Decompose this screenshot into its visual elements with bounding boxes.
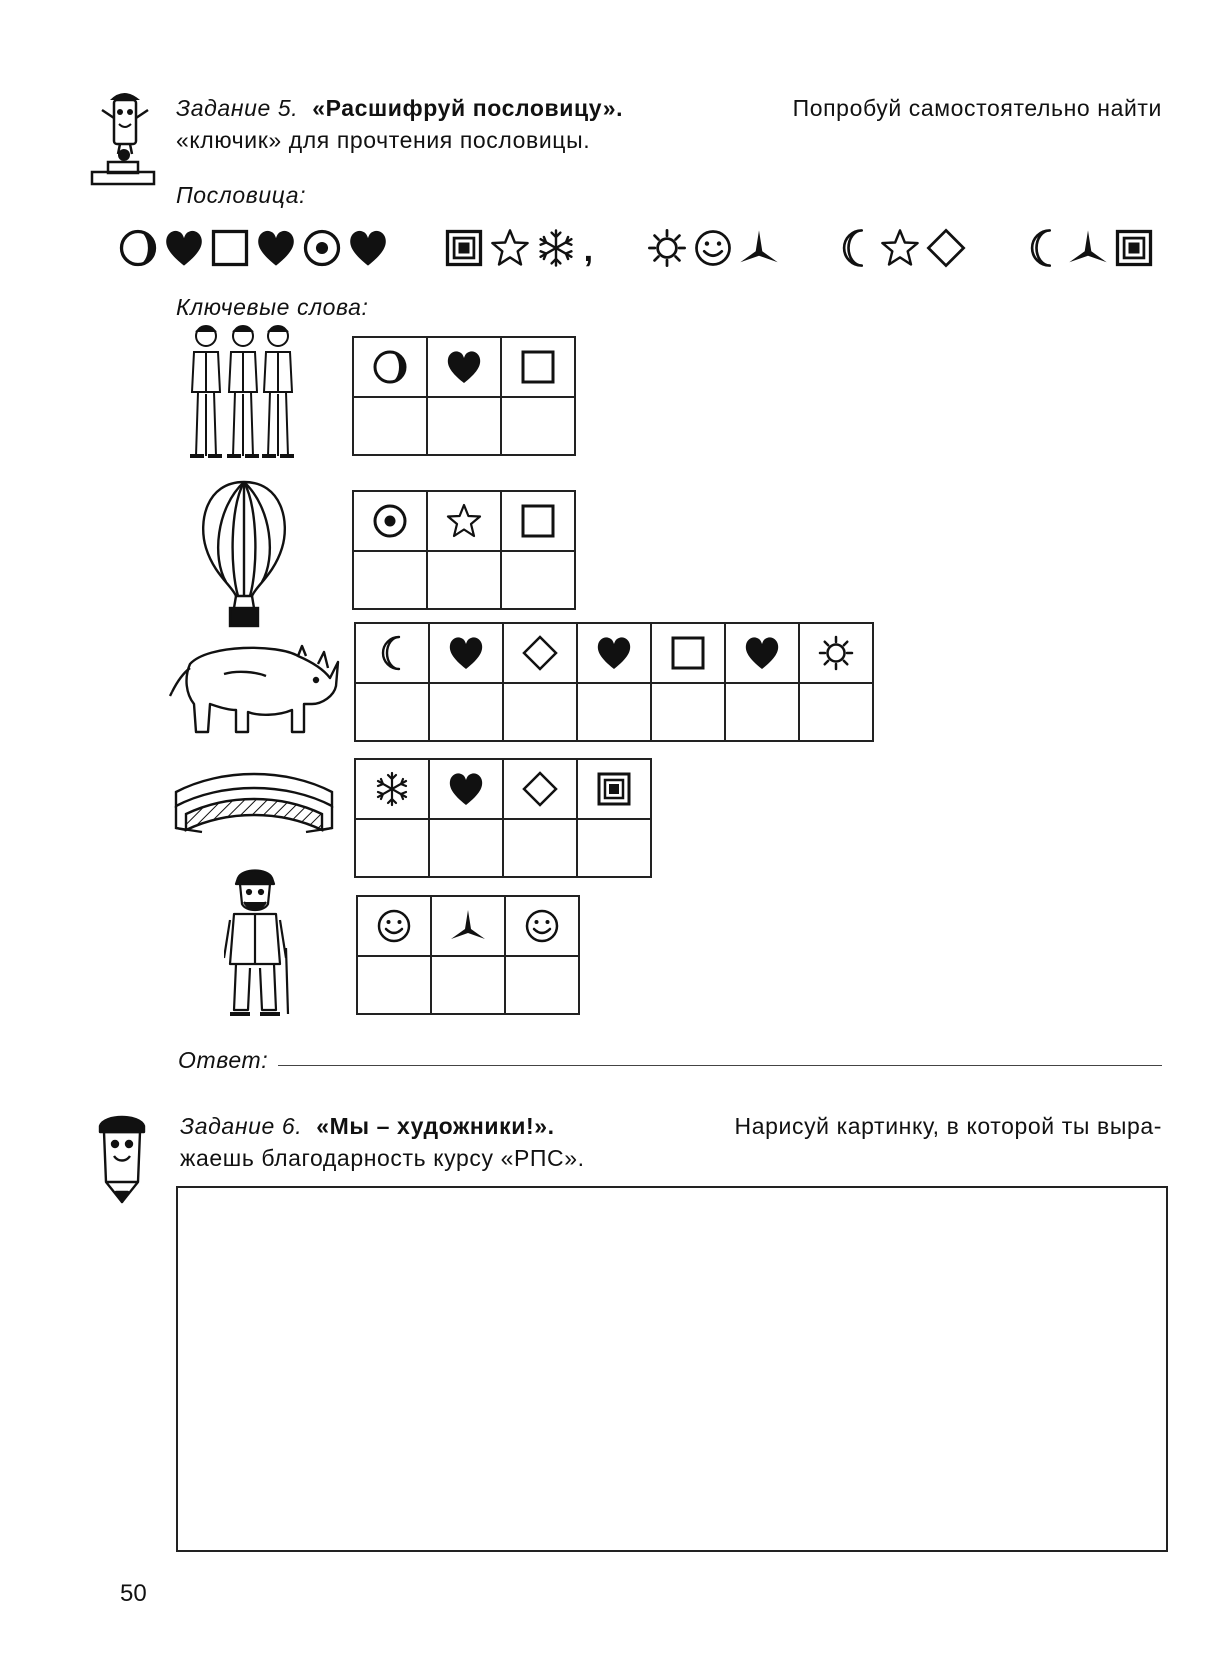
smiley-icon: [691, 226, 735, 270]
tri-spike-icon: [737, 226, 781, 270]
key-word-grid-3: [354, 622, 874, 742]
square-icon: [208, 226, 252, 270]
framed-square-icon: [442, 226, 486, 270]
bridge-picture: [172, 770, 336, 850]
grid-letter-cell[interactable]: [353, 397, 427, 455]
crescent-icon: [372, 633, 412, 673]
grid-symbol-cell: [503, 623, 577, 683]
key-word-grid-5: [356, 895, 580, 1015]
sun-icon: [816, 633, 856, 673]
grid-symbol-cell: [353, 337, 427, 397]
grid-letter-cell[interactable]: [355, 683, 429, 741]
heart-icon: [444, 347, 484, 387]
task6-text-line1: Нарисуй картинку, в которой ты выра-: [734, 1113, 1162, 1139]
key-word-grid-2: [352, 490, 576, 610]
grid-letter-cell[interactable]: [429, 819, 503, 877]
proverb-word-2: [442, 226, 593, 270]
crescent-icon: [1020, 226, 1064, 270]
task5-text: [176, 92, 1162, 156]
grid-symbol-cell: [429, 623, 503, 683]
task6-pencil-mascot-icon: [94, 1112, 150, 1206]
proverb-encoded-line: [116, 224, 1156, 272]
framed-square-icon: [1112, 226, 1156, 270]
key-words-label: Ключевые слова:: [176, 294, 369, 320]
grid-letter-cell[interactable]: [651, 683, 725, 741]
snowflake-icon: [534, 226, 578, 270]
target-icon: [300, 226, 344, 270]
grid-letter-cell[interactable]: [503, 819, 577, 877]
grid-letter-cell[interactable]: [725, 683, 799, 741]
half-circle-icon: [370, 347, 410, 387]
heart-icon: [446, 633, 486, 673]
grid-symbol-cell: [577, 759, 651, 819]
grid-symbol-cell: [357, 896, 431, 956]
smiley-icon: [522, 906, 562, 946]
grid-symbol-cell: [353, 491, 427, 551]
grid-letter-cell[interactable]: [501, 397, 575, 455]
grid-letter-cell[interactable]: [357, 956, 431, 1014]
task5-text-line2: «ключик» для прочтения пословицы.: [176, 127, 591, 153]
grid-letter-cell[interactable]: [505, 956, 579, 1014]
task6-title: «Мы – художники!».: [316, 1113, 555, 1139]
tri-spike-icon: [1066, 226, 1110, 270]
grid-letter-cell[interactable]: [353, 551, 427, 609]
grid-symbol-cell: [355, 759, 429, 819]
grid-symbol-cell: [503, 759, 577, 819]
sun-icon: [645, 226, 689, 270]
grid-letter-cell[interactable]: [427, 551, 501, 609]
grid-symbol-cell: [799, 623, 873, 683]
grid-letter-cell[interactable]: [799, 683, 873, 741]
heart-icon: [346, 226, 390, 270]
star-icon: [878, 226, 922, 270]
grid-symbol-cell: [505, 896, 579, 956]
answer-label: Ответ:: [178, 1047, 269, 1073]
grid-letter-cell[interactable]: [431, 956, 505, 1014]
proverb-word-3: [645, 226, 781, 270]
snowflake-icon: [372, 769, 412, 809]
task6-text-line2: жаешь благодарность курсу «РПС».: [180, 1145, 585, 1171]
crescent-icon: [832, 226, 876, 270]
proverb-label: Пословица:: [176, 182, 307, 208]
diamond-icon: [520, 769, 560, 809]
grid-symbol-cell: [725, 623, 799, 683]
diamond-icon: [520, 633, 560, 673]
star-icon: [444, 501, 484, 541]
heart-icon: [446, 769, 486, 809]
answer-input-line[interactable]: [278, 1064, 1162, 1066]
task5-title: «Расшифруй пословицу».: [312, 95, 624, 121]
square-icon: [668, 633, 708, 673]
grid-letter-cell[interactable]: [355, 819, 429, 877]
grid-letter-cell[interactable]: [429, 683, 503, 741]
proverb-word-1: [116, 226, 390, 270]
grid-letter-cell[interactable]: [503, 683, 577, 741]
grid-symbol-cell: [431, 896, 505, 956]
page-number: 50: [120, 1580, 147, 1607]
smiley-icon: [374, 906, 414, 946]
key-word-grid-4: [354, 758, 652, 878]
old-man-picture: [224, 868, 298, 1020]
grid-symbol-cell: [501, 491, 575, 551]
target-icon: [370, 501, 410, 541]
diamond-icon: [924, 226, 968, 270]
grid-symbol-cell: [427, 491, 501, 551]
grid-symbol-cell: [577, 623, 651, 683]
grid-letter-cell[interactable]: [577, 819, 651, 877]
half-circle-icon: [116, 226, 160, 270]
task6-text: [180, 1110, 1162, 1174]
grid-symbol-cell: [427, 337, 501, 397]
grid-symbol-cell: [501, 337, 575, 397]
square-icon: [518, 501, 558, 541]
task5-number: Задание 5.: [176, 95, 299, 121]
framed-square-icon: [594, 769, 634, 809]
heart-icon: [254, 226, 298, 270]
star-icon: [488, 226, 532, 270]
task5-mascot-icon: [88, 86, 158, 190]
key-word-grid-1: [352, 336, 576, 456]
hot-air-balloon-picture: [196, 478, 292, 630]
grid-letter-cell[interactable]: [427, 397, 501, 455]
grid-symbol-cell: [651, 623, 725, 683]
square-icon: [518, 347, 558, 387]
grid-symbol-cell: [429, 759, 503, 819]
tri-spike-icon: [448, 906, 488, 946]
rhinoceros-picture: [168, 634, 344, 738]
grid-symbol-cell: [355, 623, 429, 683]
drawing-area[interactable]: [176, 1186, 1168, 1552]
heart-icon: [162, 226, 206, 270]
grid-letter-cell[interactable]: [577, 683, 651, 741]
proverb-word-5: [1020, 226, 1156, 270]
heart-icon: [594, 633, 634, 673]
heart-icon: [742, 633, 782, 673]
proverb-punctuation: ,: [583, 231, 594, 269]
task5-text-line1: Попробуй самостоятельно найти: [792, 95, 1162, 121]
proverb-word-4: [832, 226, 968, 270]
task6-number: Задание 6.: [180, 1113, 303, 1139]
grid-letter-cell[interactable]: [501, 551, 575, 609]
three-men-picture: [188, 322, 298, 462]
